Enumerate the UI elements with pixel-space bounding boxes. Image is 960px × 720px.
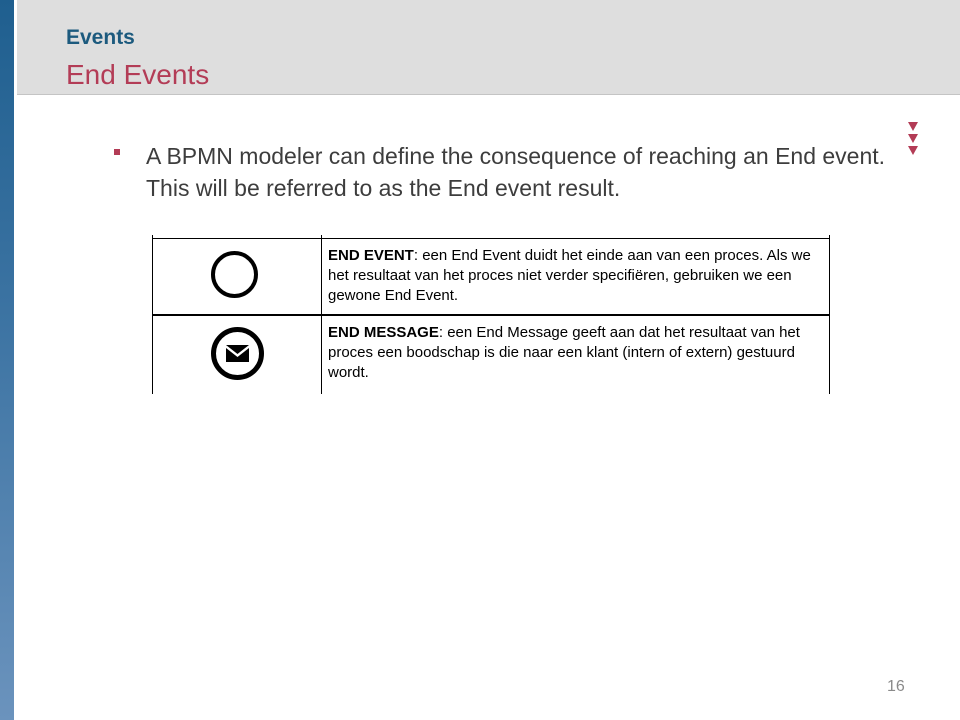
icon-cell bbox=[152, 316, 321, 390]
icon-cell bbox=[152, 239, 321, 314]
envelope-icon bbox=[216, 332, 259, 375]
table-row bbox=[152, 239, 830, 316]
page-number: 16 bbox=[887, 678, 905, 695]
section-title: Events bbox=[66, 26, 135, 49]
end-events-table bbox=[152, 238, 830, 390]
end-event-circle-icon bbox=[211, 251, 258, 298]
row-description bbox=[328, 323, 824, 383]
row-text: : een End Event duidt het einde aan van een proces. Als we het resultaat van het proces niet verder specifiëren, gebruiken we een gewone End Event. bbox=[328, 247, 811, 304]
row-term: END EVENT bbox=[328, 247, 414, 264]
end-message-envelope-icon bbox=[211, 327, 264, 380]
row-term: END MESSAGE bbox=[328, 324, 439, 341]
bullet-text: A BPMN modeler can define the consequence of reaching an End event. This will be referred to as the End event result. bbox=[146, 143, 886, 201]
left-accent-bar bbox=[0, 0, 14, 720]
down-arrow-icon bbox=[908, 146, 918, 155]
row-description bbox=[328, 246, 824, 306]
triple-down-arrow-icon bbox=[905, 122, 921, 158]
down-arrow-icon bbox=[908, 134, 918, 143]
slide-title: End Events bbox=[66, 59, 210, 90]
down-arrow-icon bbox=[908, 122, 918, 131]
row-text: : een End Message geeft aan dat het resultaat van het proces een boodschap is die naar een klant (intern of extern) gestuurd wordt. bbox=[328, 324, 800, 381]
table-row bbox=[152, 316, 830, 390]
bullet-marker-icon bbox=[114, 149, 120, 155]
slide-header bbox=[17, 0, 960, 95]
